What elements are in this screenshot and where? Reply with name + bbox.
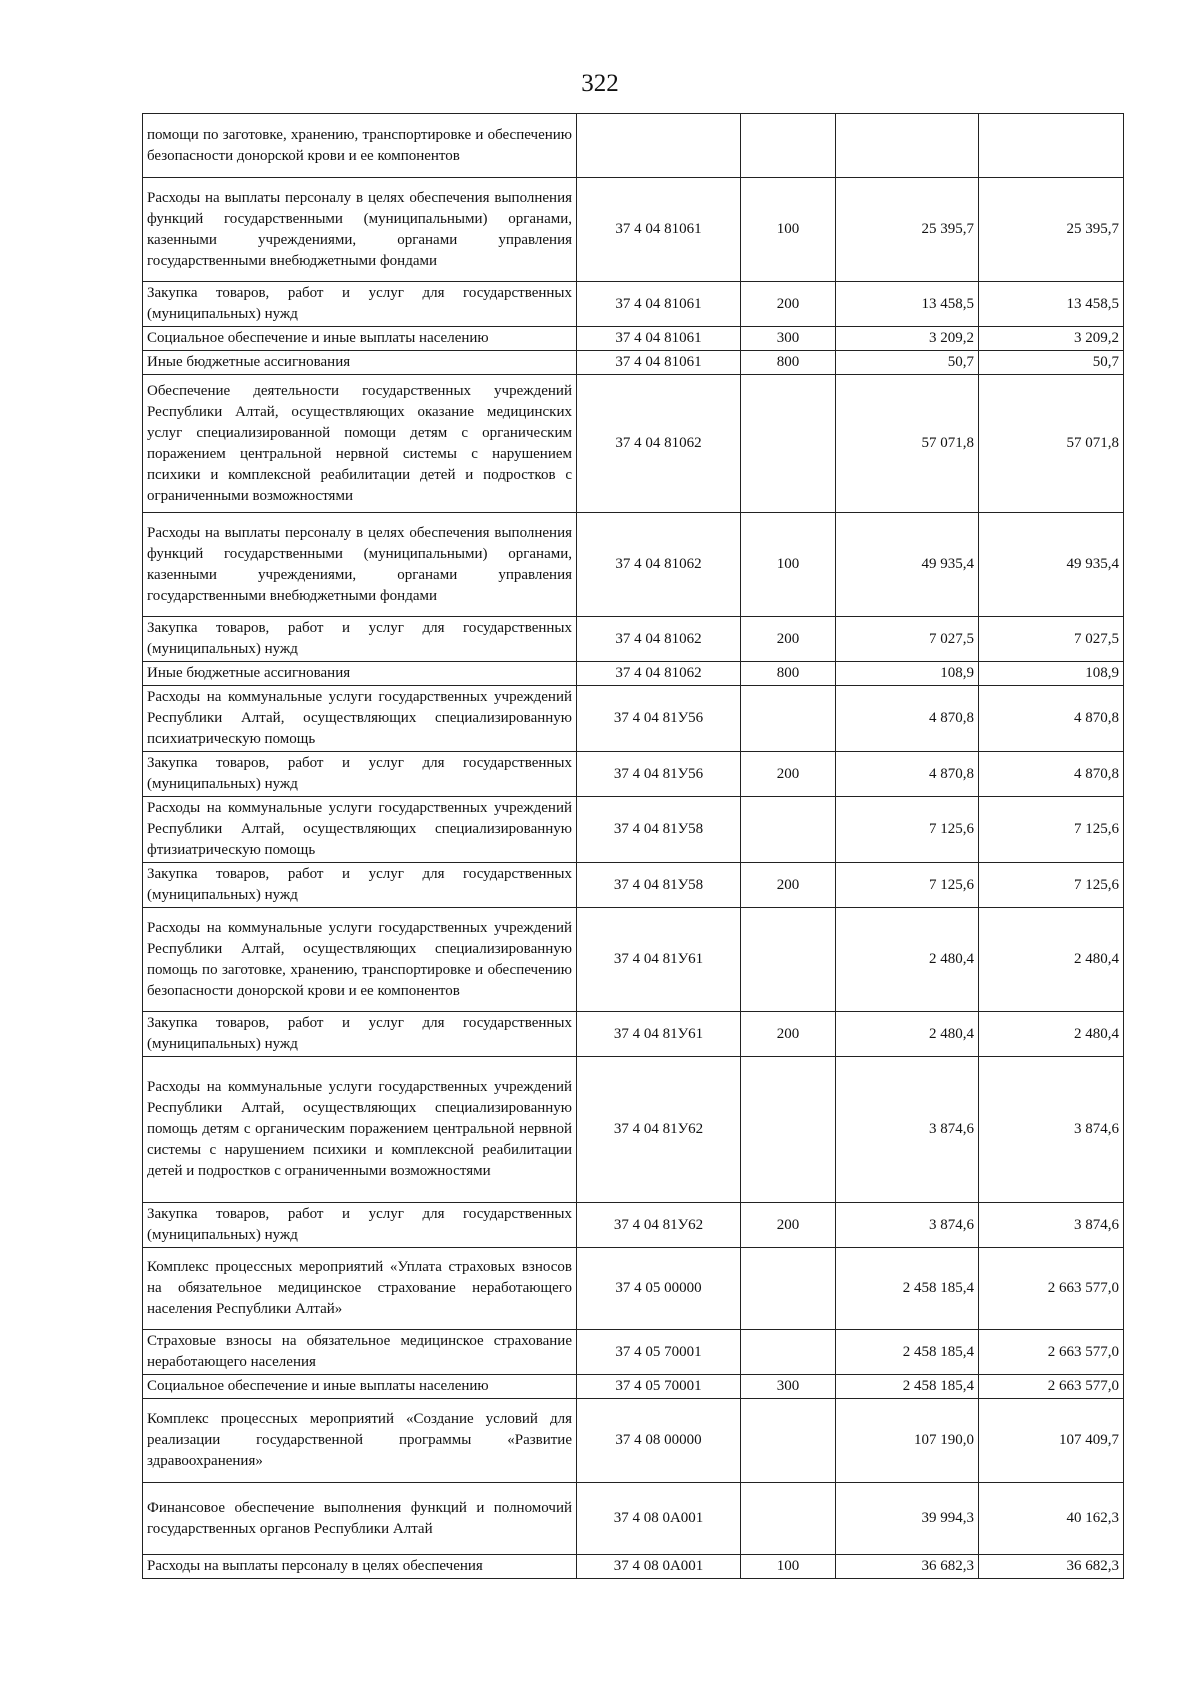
table-row xyxy=(143,351,1124,375)
row-code-cell: 37 4 04 81У56 xyxy=(577,752,741,797)
row-amount-year2-cell: 25 395,7 xyxy=(979,178,1124,282)
row-amount-year1-cell: 50,7 xyxy=(836,351,979,375)
row-amount-year1-cell: 7 027,5 xyxy=(836,617,979,662)
row-amount-year2-cell: 50,7 xyxy=(979,351,1124,375)
table-row xyxy=(143,1248,1124,1330)
row-code-cell: 37 4 08 0А001 xyxy=(577,1483,741,1555)
row-amount-year2-cell: 7 125,6 xyxy=(979,797,1124,863)
row-code-cell: 37 4 04 81062 xyxy=(577,375,741,513)
row-amount-year2-cell: 2 663 577,0 xyxy=(979,1330,1124,1375)
row-expense-type-cell: 200 xyxy=(741,617,836,662)
row-name-cell: Закупка товаров, работ и услуг для государственных (муниципальных) нужд xyxy=(143,752,577,797)
row-amount-year1-cell: 2 458 185,4 xyxy=(836,1330,979,1375)
row-amount-year1-cell: 25 395,7 xyxy=(836,178,979,282)
row-expense-type-cell: 800 xyxy=(741,662,836,686)
row-amount-year1-cell: 2 480,4 xyxy=(836,908,979,1012)
table-row xyxy=(143,178,1124,282)
table-row xyxy=(143,1330,1124,1375)
row-expense-type-cell xyxy=(741,686,836,752)
row-code-cell: 37 4 04 81У56 xyxy=(577,686,741,752)
row-name-cell: Расходы на коммунальные услуги государственных учреждений Республики Алтай, осуществляющих специализированную фтизиатрическую помощь xyxy=(143,797,577,863)
row-amount-year1-cell: 4 870,8 xyxy=(836,752,979,797)
table-row xyxy=(143,686,1124,752)
row-expense-type-cell: 200 xyxy=(741,752,836,797)
row-code-cell: 37 4 04 81У61 xyxy=(577,1012,741,1057)
row-code-cell: 37 4 04 81У58 xyxy=(577,863,741,908)
row-name-cell: Закупка товаров, работ и услуг для государственных (муниципальных) нужд xyxy=(143,282,577,327)
table-row xyxy=(143,282,1124,327)
row-code-cell: 37 4 05 70001 xyxy=(577,1330,741,1375)
row-amount-year1-cell: 7 125,6 xyxy=(836,797,979,863)
budget-table-body xyxy=(143,114,1124,1579)
row-amount-year2-cell: 3 874,6 xyxy=(979,1203,1124,1248)
row-expense-type-cell: 300 xyxy=(741,1375,836,1399)
row-expense-type-cell xyxy=(741,114,836,178)
row-name-cell: Комплекс процессных мероприятий «Уплата страховых взносов на обязательное медицинское страхование неработающего населения Республики Алтай» xyxy=(143,1248,577,1330)
row-amount-year2-cell: 57 071,8 xyxy=(979,375,1124,513)
row-expense-type-cell xyxy=(741,1057,836,1203)
row-amount-year1-cell: 2 458 185,4 xyxy=(836,1248,979,1330)
row-expense-type-cell: 200 xyxy=(741,863,836,908)
row-expense-type-cell: 300 xyxy=(741,327,836,351)
row-expense-type-cell xyxy=(741,1483,836,1555)
row-code-cell: 37 4 05 00000 xyxy=(577,1248,741,1330)
row-name-cell: помощи по заготовке, хранению, транспортировке и обеспечению безопасности донорской крови и ее компонентов xyxy=(143,114,577,178)
row-amount-year1-cell: 4 870,8 xyxy=(836,686,979,752)
row-amount-year2-cell: 7 125,6 xyxy=(979,863,1124,908)
row-amount-year1-cell: 39 994,3 xyxy=(836,1483,979,1555)
row-amount-year2-cell xyxy=(979,114,1124,178)
row-expense-type-cell: 100 xyxy=(741,178,836,282)
row-expense-type-cell: 200 xyxy=(741,1203,836,1248)
row-name-cell: Комплекс процессных мероприятий «Создание условий для реализации государственной программы «Развитие здравоохранения» xyxy=(143,1399,577,1483)
row-amount-year2-cell: 7 027,5 xyxy=(979,617,1124,662)
row-name-cell: Расходы на выплаты персоналу в целях обеспечения выполнения функций государственными (муниципальными) органами, казенными учреждениями, органами управления государственными внебюджетными фондами xyxy=(143,178,577,282)
row-code-cell: 37 4 04 81062 xyxy=(577,513,741,617)
row-amount-year1-cell: 107 190,0 xyxy=(836,1399,979,1483)
row-code-cell: 37 4 04 81У62 xyxy=(577,1057,741,1203)
row-expense-type-cell: 100 xyxy=(741,1555,836,1579)
row-code-cell: 37 4 04 81061 xyxy=(577,178,741,282)
row-amount-year2-cell: 2 480,4 xyxy=(979,1012,1124,1057)
table-row xyxy=(143,797,1124,863)
row-expense-type-cell xyxy=(741,1330,836,1375)
row-amount-year2-cell: 40 162,3 xyxy=(979,1483,1124,1555)
row-name-cell: Расходы на коммунальные услуги государственных учреждений Республики Алтай, осуществляющих специализированную помощь детям с органическим поражением центральной нервной системы с нарушением психики и комплексной реабилитации детей и подростков с ограниченными возможностями xyxy=(143,1057,577,1203)
row-code-cell: 37 4 08 0А001 xyxy=(577,1555,741,1579)
row-amount-year1-cell: 49 935,4 xyxy=(836,513,979,617)
row-code-cell: 37 4 04 81062 xyxy=(577,662,741,686)
row-name-cell: Закупка товаров, работ и услуг для государственных (муниципальных) нужд xyxy=(143,1203,577,1248)
row-code-cell: 37 4 04 81061 xyxy=(577,351,741,375)
row-code-cell: 37 4 04 81062 xyxy=(577,617,741,662)
table-row xyxy=(143,662,1124,686)
table-row xyxy=(143,617,1124,662)
row-name-cell: Расходы на коммунальные услуги государственных учреждений Республики Алтай, осуществляющих специализированную психиатрическую помощь xyxy=(143,686,577,752)
row-amount-year1-cell: 3 209,2 xyxy=(836,327,979,351)
table-row xyxy=(143,327,1124,351)
page-number: 322 xyxy=(581,70,619,97)
table-row xyxy=(143,114,1124,178)
row-amount-year2-cell: 2 663 577,0 xyxy=(979,1248,1124,1330)
row-expense-type-cell xyxy=(741,1399,836,1483)
row-amount-year2-cell: 4 870,8 xyxy=(979,686,1124,752)
row-amount-year1-cell: 13 458,5 xyxy=(836,282,979,327)
row-amount-year1-cell xyxy=(836,114,979,178)
row-expense-type-cell xyxy=(741,1248,836,1330)
row-amount-year2-cell: 3 209,2 xyxy=(979,327,1124,351)
row-code-cell xyxy=(577,114,741,178)
row-name-cell: Социальное обеспечение и иные выплаты населению xyxy=(143,327,577,351)
row-name-cell: Закупка товаров, работ и услуг для государственных (муниципальных) нужд xyxy=(143,617,577,662)
table-row xyxy=(143,1375,1124,1399)
row-amount-year2-cell: 4 870,8 xyxy=(979,752,1124,797)
row-expense-type-cell xyxy=(741,375,836,513)
row-code-cell: 37 4 04 81У58 xyxy=(577,797,741,863)
row-name-cell: Иные бюджетные ассигнования xyxy=(143,351,577,375)
table-row xyxy=(143,1555,1124,1579)
row-amount-year1-cell: 57 071,8 xyxy=(836,375,979,513)
row-code-cell: 37 4 08 00000 xyxy=(577,1399,741,1483)
row-name-cell: Социальное обеспечение и иные выплаты населению xyxy=(143,1375,577,1399)
row-expense-type-cell xyxy=(741,797,836,863)
budget-table xyxy=(142,113,1124,1579)
row-amount-year1-cell: 2 458 185,4 xyxy=(836,1375,979,1399)
table-row xyxy=(143,752,1124,797)
row-expense-type-cell: 800 xyxy=(741,351,836,375)
table-row xyxy=(143,1012,1124,1057)
row-name-cell: Закупка товаров, работ и услуг для государственных (муниципальных) нужд xyxy=(143,1012,577,1057)
row-expense-type-cell: 100 xyxy=(741,513,836,617)
row-amount-year1-cell: 2 480,4 xyxy=(836,1012,979,1057)
row-amount-year2-cell: 108,9 xyxy=(979,662,1124,686)
table-row xyxy=(143,1399,1124,1483)
row-code-cell: 37 4 04 81061 xyxy=(577,282,741,327)
row-amount-year1-cell: 3 874,6 xyxy=(836,1203,979,1248)
row-name-cell: Иные бюджетные ассигнования xyxy=(143,662,577,686)
row-amount-year1-cell: 3 874,6 xyxy=(836,1057,979,1203)
row-amount-year2-cell: 107 409,7 xyxy=(979,1399,1124,1483)
row-amount-year1-cell: 108,9 xyxy=(836,662,979,686)
table-row xyxy=(143,908,1124,1012)
row-code-cell: 37 4 04 81061 xyxy=(577,327,741,351)
row-amount-year2-cell: 2 480,4 xyxy=(979,908,1124,1012)
table-row xyxy=(143,1483,1124,1555)
row-code-cell: 37 4 04 81У61 xyxy=(577,908,741,1012)
row-amount-year2-cell: 36 682,3 xyxy=(979,1555,1124,1579)
table-row xyxy=(143,513,1124,617)
table-row xyxy=(143,863,1124,908)
row-name-cell: Расходы на выплаты персоналу в целях обеспечения выполнения функций государственными (муниципальными) органами, казенными учреждениями, органами управления государственными внебюджетными фондами xyxy=(143,513,577,617)
row-amount-year2-cell: 3 874,6 xyxy=(979,1057,1124,1203)
row-name-cell: Финансовое обеспечение выполнения функций и полномочий государственных органов Республики Алтай xyxy=(143,1483,577,1555)
table-row xyxy=(143,375,1124,513)
row-name-cell: Обеспечение деятельности государственных учреждений Республики Алтай, осуществляющих оказание медицинских услуг специализированной помощи детям с органическим поражением центральной нервной системы с нарушением психики и комплексной реабилитации детей и подростков с ограниченными возможностями xyxy=(143,375,577,513)
row-expense-type-cell: 200 xyxy=(741,1012,836,1057)
table-row xyxy=(143,1057,1124,1203)
row-name-cell: Расходы на выплаты персоналу в целях обеспечения xyxy=(143,1555,577,1579)
row-code-cell: 37 4 04 81У62 xyxy=(577,1203,741,1248)
row-name-cell: Страховые взносы на обязательное медицинское страхование неработающего населения xyxy=(143,1330,577,1375)
row-expense-type-cell: 200 xyxy=(741,282,836,327)
row-amount-year2-cell: 49 935,4 xyxy=(979,513,1124,617)
row-amount-year1-cell: 7 125,6 xyxy=(836,863,979,908)
row-amount-year2-cell: 13 458,5 xyxy=(979,282,1124,327)
table-row xyxy=(143,1203,1124,1248)
row-code-cell: 37 4 05 70001 xyxy=(577,1375,741,1399)
row-amount-year2-cell: 2 663 577,0 xyxy=(979,1375,1124,1399)
row-amount-year1-cell: 36 682,3 xyxy=(836,1555,979,1579)
row-expense-type-cell xyxy=(741,908,836,1012)
row-name-cell: Расходы на коммунальные услуги государственных учреждений Республики Алтай, осуществляющих специализированную помощь по заготовке, хранению, транспортировке и обеспечению безопасности донорской крови и ее компонентов xyxy=(143,908,577,1012)
row-name-cell: Закупка товаров, работ и услуг для государственных (муниципальных) нужд xyxy=(143,863,577,908)
